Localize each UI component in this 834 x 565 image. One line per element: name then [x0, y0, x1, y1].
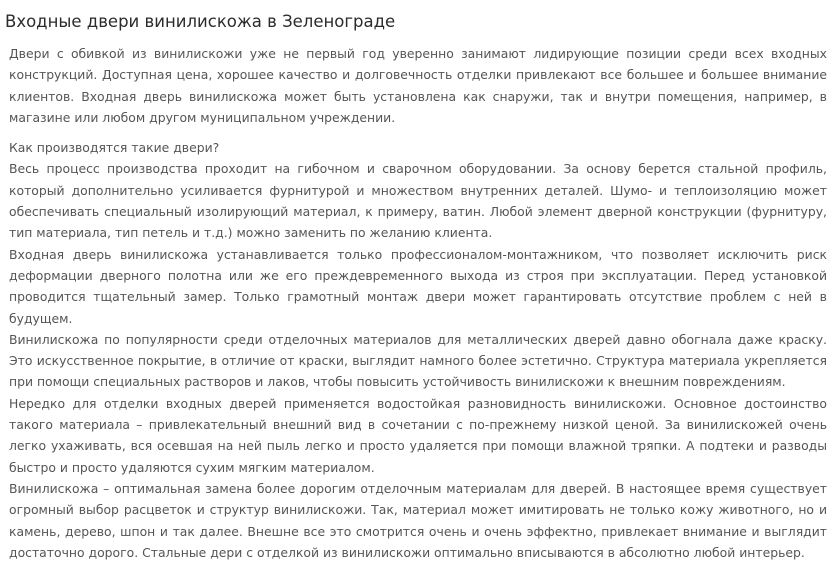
paragraph-popularity: Винилискожа по популярности среди отделочных материалов для металлических дверей давно обогнала даже краску. Это искусственное покрытие, в отличие от краски, выглядит намного более эстетично. Структура материала укрепляется при помощи специальных растворов и лаков, чтобы повысить устойчивость винилискожи к внешним повреждениям.	[9, 331, 827, 390]
section-subheading: Как производятся такие двери?	[9, 140, 220, 156]
paragraph-production-process: Весь процесс производства проходит на гибочном и сварочном оборудовании. За основу берется стальной профиль, который дополнительно усиливается фурнитурой и множеством внутренних деталей. Шумо- и теплоизоляцию может обеспечивать специальный изолирующий материал, к примеру, ватин. Любой элемент дверной конструкции (фурнитуру, тип материала, тип петель и т.д.) можно заменить по желанию клиента.	[9, 161, 827, 241]
intro-paragraph: Двери с обивкой из винилискожи уже не первый год уверенно занимают лидирующие позиции среди всех входных конструкций. Доступная цена, хорошее качество и долговечность отделки привлекают все большее и большее внимание клиентов. Входная дверь винилискожа может быть установлена как снаружи, так и внутри помещения, например, в магазине или любом другом муниципальном учреждении.	[9, 46, 827, 125]
article-body	[9, 43, 827, 563]
paragraph-replacement: Винилискожа – оптимальная замена более дорогим отделочным материалам для дверей. В настоящее время существует огромный выбор расцветок и структур винилискожи. Так, материал может имитировать не только кожу животного, но и камень, дерево, шпон и так далее. Внешне все это смотрится очень и очень эффектно, привлекает внимание и выглядит достаточно дорого. Стальные дери с отделкой из винилискожи оптимально вписываются в абсолютно любой интерьер.	[9, 480, 827, 560]
paragraph-waterproof: Нередко для отделки входных дверей применяется водостойкая разновидность винилискожи. Основное достоинство такого материала – привлекательный внешний вид в сочетании с по-прежнему низкой ценой. За винилискожей очень легко ухаживать, вся осевшая на ней пыль легко и просто удаляется при помощи влажной тряпки. А подтеки и разводы быстро и просто удаляются сухим мягким материалом.	[9, 395, 827, 475]
paragraph-installation: Входная дверь винилискожа устанавливается только профессионалом-монтажником, что позволяет исключить риск деформации дверного полотна или же его преждевременного выхода из строя при эксплуатации. Перед установкой проводится тщательный замер. Только грамотный монтаж двери может гарантировать отсутствие проблем с ней в будущем.	[9, 246, 827, 326]
page-title: Входные двери винилискожа в Зеленограде	[5, 12, 396, 31]
production-section	[9, 137, 827, 563]
